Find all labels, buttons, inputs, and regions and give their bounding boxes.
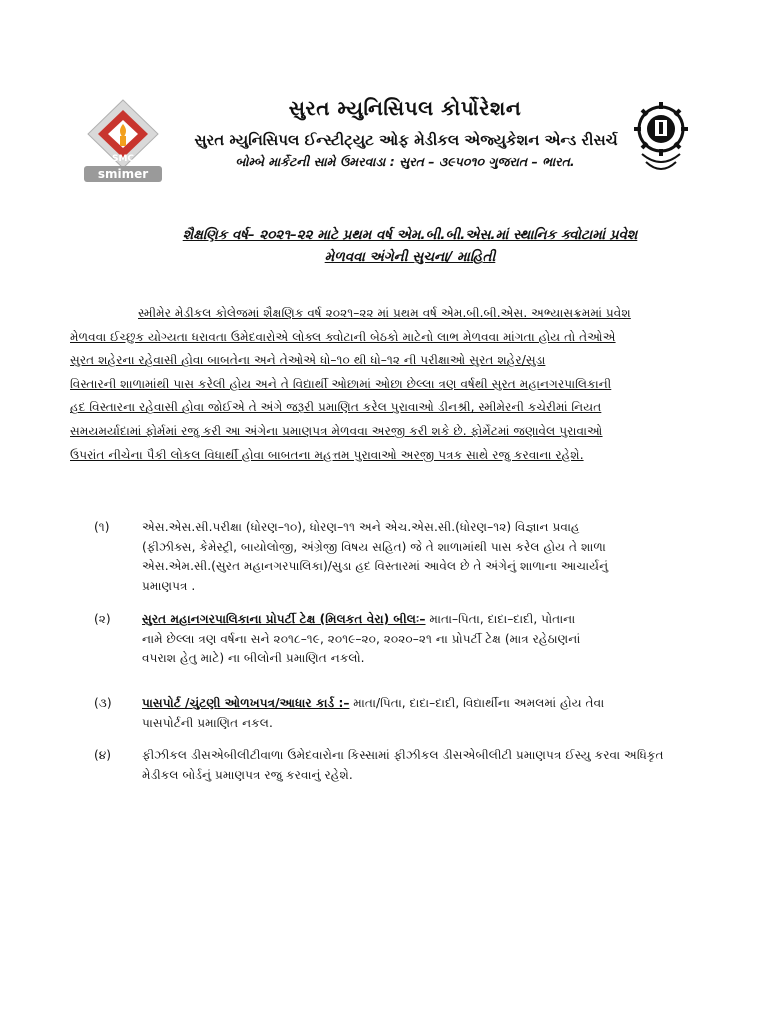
institute-title: સુરત મ્યુનિસિપલ ઈન્સ્ટીટ્યુટ ઓફ મેડીકલ એજ્યુકેશન એન્ડ રીસર્ચ [194, 131, 618, 149]
intro-paragraph [70, 302, 718, 467]
item-number: (૩) [94, 696, 112, 710]
intro-line: સમયમર્યાદામાં ફોર્મમાં રજુ કરી આ અંગેના પ્રમાણપત્ર મેળવવા અરજી કરી શકે છે. ફોર્મેટમાં જણાવેલ પુરાવાઓ [70, 423, 603, 438]
intro-line: સ્મીમેર મેડીકલ કોલેજમાં શૈક્ષણિક વર્ષ ૨૦૨૧–૨૨ માં પ્રથમ વર્ષ એમ.બી.બી.એસ. અભ્યાસક્રમમાં પ્રવેશ [138, 306, 631, 320]
item-number: (૨) [94, 612, 111, 626]
item-line: નામે છેલ્લા ત્રણ વર્ષના સને ૨૦૧૮–૧૯, ૨૦૧૯–૨૦, ૨૦૨૦–૨૧ ના પ્રોપર્ટી ટેક્ષ (માત્ર રહેઠાણનાં [142, 631, 581, 646]
notice-heading [110, 224, 710, 268]
logo-left-text: SMC [111, 154, 135, 164]
smimer-logo [80, 96, 166, 184]
item-line: મેડીકલ બોર્ડનું પ્રમાણપત્ર રજુ કરવાનું રહેશે. [142, 767, 353, 782]
item-line: પાસપોર્ટની પ્રમાણિત નકલ. [142, 715, 273, 730]
intro-line: ઉપરાંત નીચેના પૈકી લોકલ વિધાર્થી હોવા બાબતના મહત્તમ પુરાવાઓ અરજી પત્રક સાથે રજુ કરવાના રહેશે. [70, 447, 584, 462]
item-number: (૪) [94, 748, 112, 762]
intro-line: સુરત શહેરના રહેવાસી હોવા બાબતેના અને તેઓએ ધો–૧૦ થી ધો–૧૨ ની પરીક્ષાઓ સુરત શહેર/સુડા [70, 353, 546, 368]
item-line: વપરાશ હેતુ માટે) ના બીલોની પ્રમાણિત નકલો. [142, 651, 365, 665]
org-title: સુરત મ્યુનિસિપલ કોર્પોરેશન [288, 96, 522, 120]
notice-heading-line2: મેળવવા અંગેની સુચના/ માહિતી [324, 249, 496, 265]
item-line: (ફીઝીક્સ, કેમેસ્ટ્રી, બાયોલોજી, અંગ્રેજી વિષય સહિત) જે તે શાળામાંથી પાસ કરેલ હોય તે શાળા [142, 539, 606, 554]
logo-left-sub: smimer [84, 166, 162, 182]
item-lead-rest: માતા/પિતા, દાદા–દાદી, વિદ્યાર્થીના અમલમાં હોય તેવા [349, 696, 605, 710]
item-line: ફીઝીકલ ડીસએબીલીટીવાળા ઉમેદવારોના કિસ્સામાં ફીઝીકલ ડીસએબીલીટી પ્રમાણપત્ર ઈસ્યુ કરવા અધિકૃત [142, 748, 664, 762]
item-number: (૧) [94, 520, 110, 534]
item-line: પ્રમાણપત્ર . [142, 578, 196, 593]
item-line: એસ.એસ.સી.પરીક્ષા (ધોરણ–૧૦), ધોરણ–૧૧ અને એચ.એસ.સી.(ધોરણ–૧૨) વિજ્ઞાન પ્રવાહ [142, 520, 580, 534]
address: બોમ્બે માર્કેટની સામે ઉમરવાડા : સુરત – ૩૯૫૦૧૦ ગુજરાત – ભારત. [235, 154, 575, 169]
item-lead: પાસપોર્ટ /ચુંટણી ઓળખપત્ર/આધાર કાર્ડ :– [142, 696, 350, 710]
intro-line: વિસ્તારની શાળામાંથી પાસ કરેલી હોય અને તે વિદ્યાર્થી ઓછામાં ઓછા છેલ્લા ત્રણ વર્ષથી સુરત મહાનગરપાલિકાની [70, 376, 612, 391]
notice-heading-line1: શૈક્ષણિક વર્ષ– ૨૦૨૧–૨૨ માટે પ્રથમ વર્ષ એમ.બી.બી.એસ.માં સ્થાનિક ક્વોટામાં પ્રવેશ [182, 227, 638, 243]
item-lead: સુરત મહાનગરપાલિકાના પ્રોપર્ટી ટેક્ષ (મિલકત વેરા) બીલઃ– [142, 612, 426, 626]
intro-line: મેળવવા ઈચ્છુક યોગ્યતા ધરાવતા ઉમેદવારોએ લોક્લ ક્વોટાની બેઠકો માટેનો લાભ મેળવવા માંગતા હોય તો તેઓએ [70, 329, 616, 344]
intro-line: હદ વિસ્તારના રહેવાસી હોવા જોઈએ તે અંગે જરૂરી પ્રમાણિત કરેલ પુરાવાઓ ડીનશ્રી, સ્મીમેરની કચેરીમાં નિયત [70, 400, 602, 415]
item-lead-rest: માતા–પિતા, દાદા–દાદી, પોતાના [425, 612, 576, 626]
item-line: એસ.એમ.સી.(સુરત મહાનગરપાલિકા)/સુડા હદ વિસ્તારમાં આવેલ છે તે અંગેનું શાળાના આચાર્યનું [142, 559, 609, 573]
